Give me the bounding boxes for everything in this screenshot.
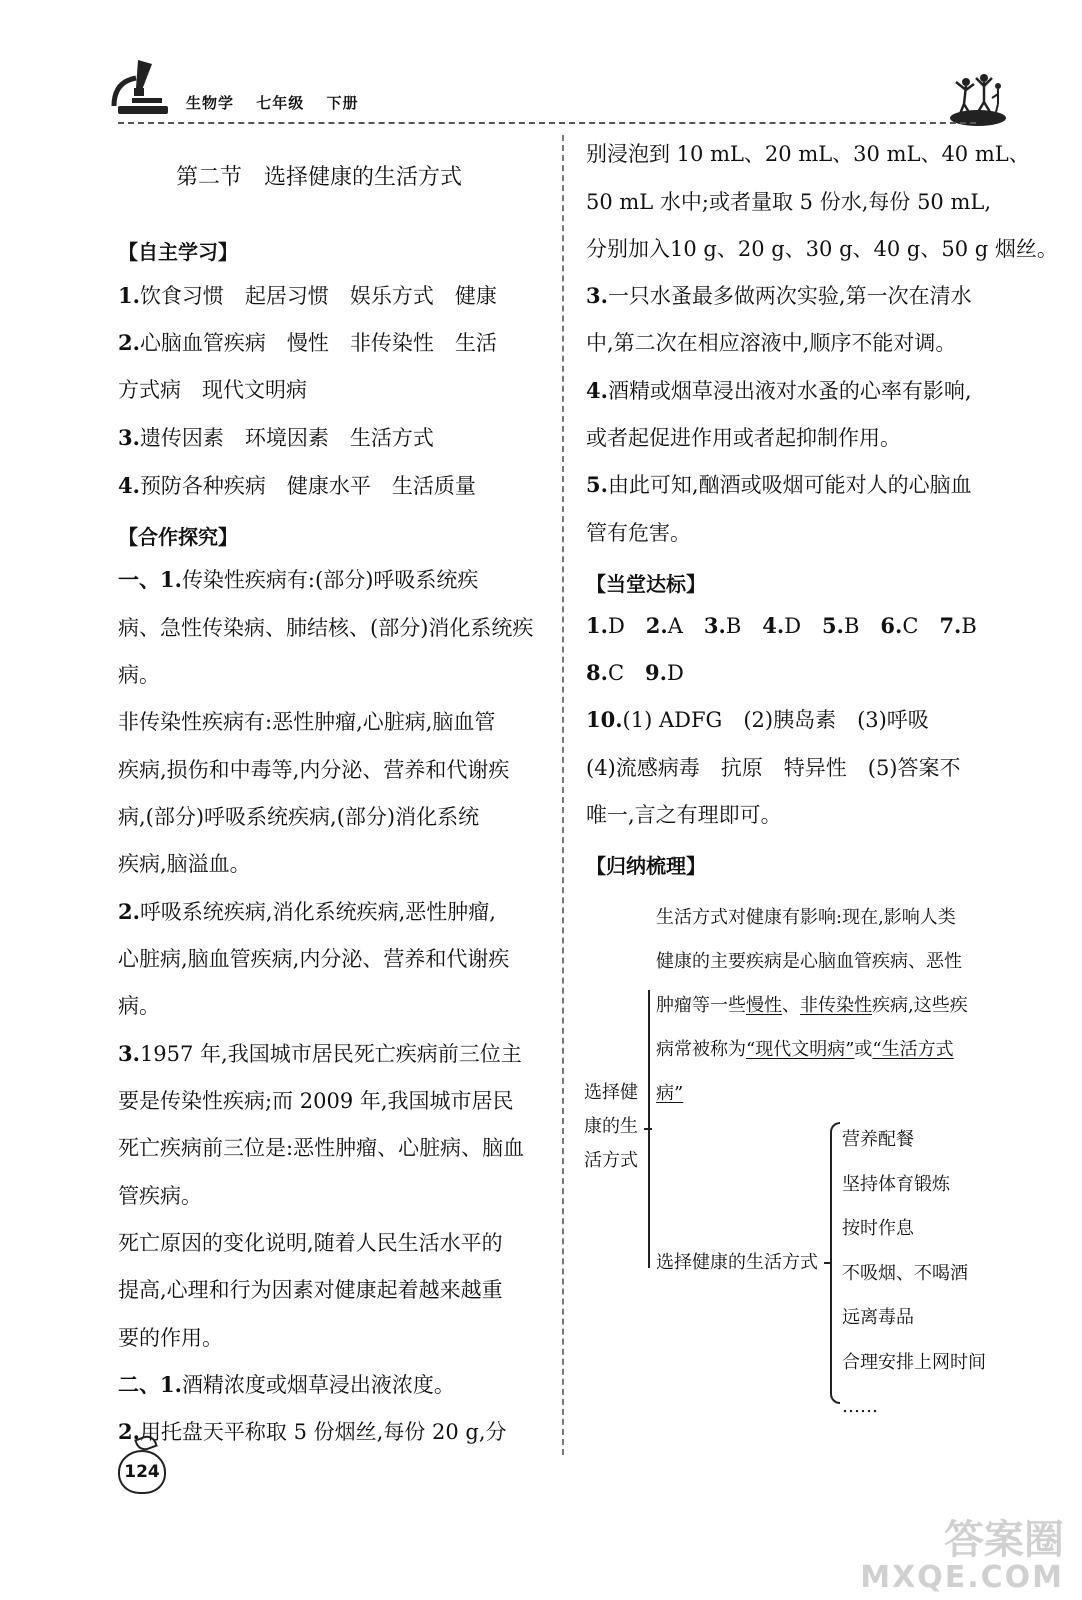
watermark bbox=[860, 1518, 1064, 1594]
watermark-bottom: MXQE.COM bbox=[860, 1560, 1064, 1595]
coop-line: 2.呼吸系统疾病,消化系统疾病,恶性肿瘤, bbox=[118, 899, 496, 924]
cont-line: 50 mL 水中;或者量取 5 份水,每份 50 mL, bbox=[586, 190, 991, 214]
cont-line: 分别加入10 g、20 g、30 g、40 g、50 g 烟丝。 bbox=[586, 237, 1058, 261]
list-item: 营养配餐 bbox=[842, 1129, 914, 1150]
answers-row-2: 8.C 9.D bbox=[586, 660, 684, 685]
coop-line: 死亡原因的变化说明,随着人民生活水平的 bbox=[118, 1231, 503, 1255]
cont-line: 别浸泡到 10 mL、20 mL、30 mL、40 mL、 bbox=[586, 142, 1030, 166]
coop-line: 要的作用。 bbox=[118, 1326, 223, 1350]
microscope-icon bbox=[108, 56, 170, 118]
cont-line: 5.由此可知,酗酒或吸烟可能对人的心脑血 bbox=[586, 472, 972, 497]
cont-line: 或者起促进作用或者起抑制作用。 bbox=[586, 426, 901, 450]
list-item: 按时作息 bbox=[842, 1218, 914, 1239]
self-study-line: 方式病 现代文明病 bbox=[118, 378, 307, 402]
list-item: …… bbox=[842, 1396, 878, 1417]
coop-line: 非传染性疾病有:恶性肿瘤,心脏病,脑血管 bbox=[118, 710, 496, 734]
coop-line: 病,(部分)呼吸系统疾病,(部分)消化系统 bbox=[118, 805, 480, 829]
q10-line: (4)流感病毒 抗原 特异性 (5)答案不 bbox=[586, 756, 961, 780]
list-item: 远离毒品 bbox=[842, 1307, 914, 1328]
volume: 下册 bbox=[326, 94, 359, 112]
cont-line: 4.酒精或烟草浸出液对水蚤的心率有影响, bbox=[586, 378, 972, 403]
summary-heading: 【归纳梳理】 bbox=[586, 854, 706, 878]
coop-line: 死亡疾病前三位是:恶性肿瘤、心脏病、脑血 bbox=[118, 1136, 525, 1160]
self-study-line: 4.预防各种疾病 健康水平 生活质量 bbox=[118, 473, 476, 498]
watermark-top: 答案圈 bbox=[944, 1517, 1064, 1563]
page-number: 124 bbox=[118, 1450, 166, 1494]
practice-heading: 【当堂达标】 bbox=[586, 572, 706, 596]
coop-line: 二、1.酒精浓度或烟草浸出液浓度。 bbox=[118, 1372, 455, 1397]
cont-line: 中,第二次在相应溶液中,顺序不能对调。 bbox=[586, 331, 957, 355]
q10-line: 唯一,言之有理即可。 bbox=[586, 803, 782, 827]
coop-line: 疾病,损伤和中毒等,内分泌、营养和代谢疾 bbox=[118, 758, 510, 782]
coop-line: 管疾病。 bbox=[118, 1184, 202, 1208]
subject: 生物学 bbox=[186, 94, 235, 112]
concept-tree bbox=[584, 890, 1024, 1417]
coop-line: 疾病,脑溢血。 bbox=[118, 852, 251, 876]
column-divider bbox=[562, 135, 564, 1455]
q10-line: 10.(1) ADFG (2)胰岛素 (3)呼吸 bbox=[586, 707, 929, 732]
coop-line: 病。 bbox=[118, 994, 160, 1018]
coop-line: 要是传染性疾病;而 2009 年,我国城市居民 bbox=[118, 1089, 514, 1113]
list-item: 不吸烟、不喝酒 bbox=[842, 1262, 968, 1284]
coop-line: 2.用托盘天平称取 5 份烟丝,每份 20 g,分 bbox=[118, 1419, 507, 1444]
self-study-line: 3.遗传因素 环境因素 生活方式 bbox=[118, 425, 434, 450]
coop-line: 心脏病,脑血管疾病,内分泌、营养和代谢疾 bbox=[118, 947, 510, 971]
branch-lifestyle-items bbox=[842, 1118, 986, 1430]
coop-line: 提高,心理和行为因素对健康起着越来越重 bbox=[118, 1278, 503, 1302]
coop-heading: 【合作探究】 bbox=[118, 525, 238, 549]
header-divider bbox=[118, 122, 976, 124]
list-item: 坚持体育锻炼 bbox=[842, 1173, 950, 1195]
branch-health-impact: 生活方式对健康有影响:现在,影响人类 健康的主要疾病是心脑血管疾病、恶性 肿瘤等一些慢性、非传染性疾病,这些疾 病常被称为“现代文明病”或“生活方式 病” bbox=[656, 907, 968, 1104]
coop-line: 一、1.传染性疾病有:(部分)呼吸系统疾 bbox=[118, 567, 479, 592]
branch-healthy-lifestyle-label: 选择健康的生活方式 bbox=[656, 1252, 818, 1273]
tree-root: 选择健 康的生 活方式 bbox=[584, 1082, 638, 1171]
list-item: 合理安排上网时间 bbox=[842, 1351, 986, 1373]
coop-line: 病。 bbox=[118, 663, 160, 687]
self-study-line: 1.饮食习惯 起居习惯 娱乐方式 健康 bbox=[118, 283, 497, 308]
people-icon bbox=[948, 72, 1008, 128]
book-info bbox=[186, 92, 375, 113]
cont-line: 管有危害。 bbox=[586, 521, 691, 545]
self-study-heading: 【自主学习】 bbox=[118, 240, 238, 264]
coop-line: 病、急性传染病、肺结核、(部分)消化系统疾 bbox=[118, 616, 534, 640]
coop-line: 3.1957 年,我国城市居民死亡疾病前三位主 bbox=[118, 1041, 522, 1066]
answers-row-1: 1.D 2.A 3.B 4.D 5.B 6.C 7.B bbox=[586, 613, 977, 638]
tree-sub-connector bbox=[824, 1262, 832, 1264]
cont-line: 3.一只水蚤最多做两次实验,第一次在清水 bbox=[586, 283, 972, 308]
grade: 七年级 bbox=[256, 94, 305, 112]
self-study-line: 2.心脑血管疾病 慢性 非传染性 生活 bbox=[118, 330, 497, 355]
section-title: 第二节 选择健康的生活方式 bbox=[176, 165, 463, 190]
tree-root-connector bbox=[644, 1128, 652, 1130]
